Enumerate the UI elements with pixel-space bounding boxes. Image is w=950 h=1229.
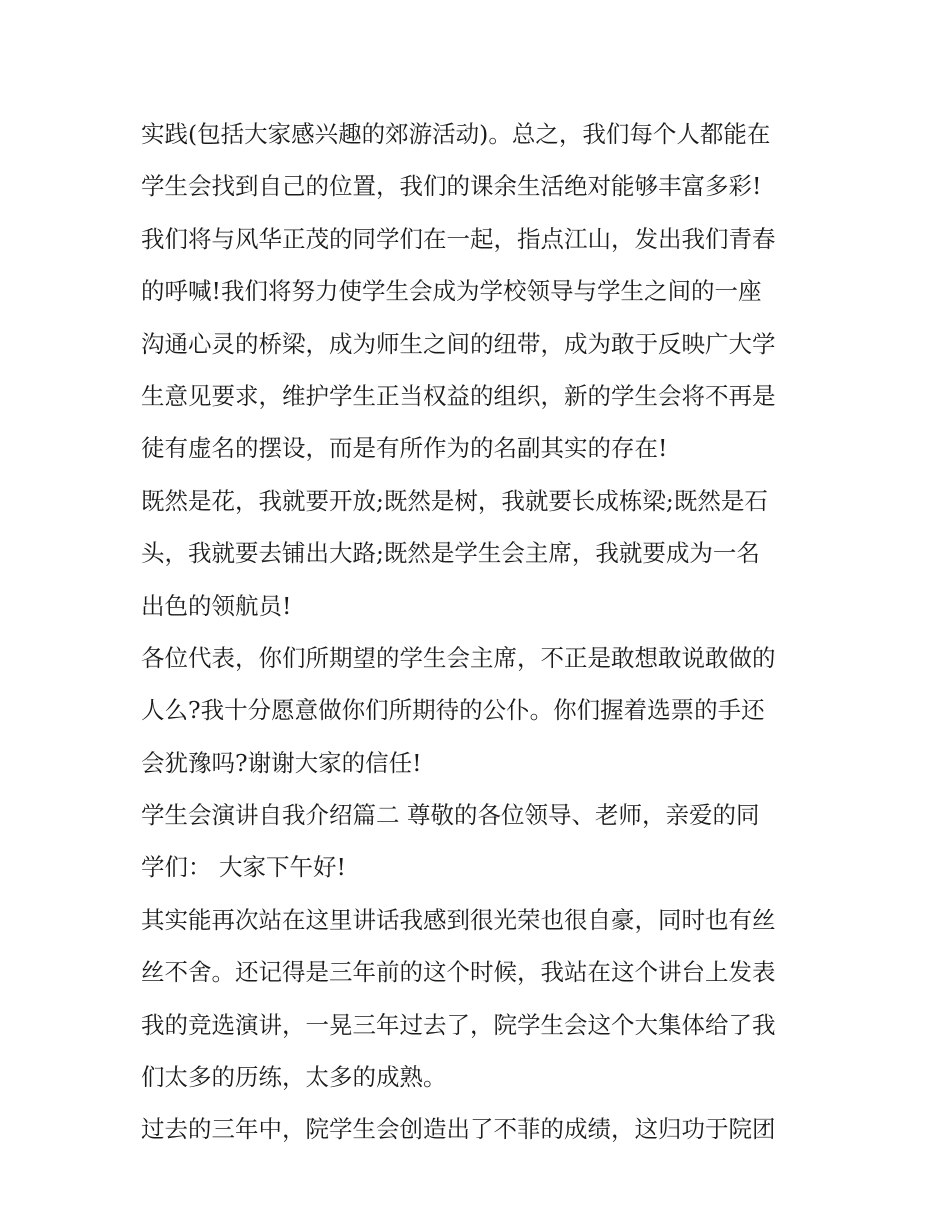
text-line: 过去的三年中，院学生会创造出了不菲的成绩，这归功于院团 <box>141 1115 776 1144</box>
text-line: 的呼喊!我们将努力使学生会成为学校领导与学生之间的一座 <box>141 277 762 306</box>
text-line: 会犹豫吗?谢谢大家的信任! <box>141 748 422 777</box>
text-line: 学们： 大家下午好! <box>141 853 346 882</box>
text-line: 既然是花，我就要开放;既然是树，我就要长成栋梁;既然是石 <box>141 486 768 515</box>
document-text <box>141 108 821 1156</box>
text-line: 生意见要求，维护学生正当权益的组织，新的学生会将不再是 <box>141 381 776 410</box>
text-line: 我的竞选演讲，一晃三年过去了，院学生会这个大集体给了我 <box>141 1010 776 1039</box>
text-line: 我们将与风华正茂的同学们在一起，指点江山，发出我们青春 <box>141 224 776 253</box>
text-line: 徒有虚名的摆设，而是有所作为的名副其实的存在! <box>141 434 668 463</box>
text-line: 学生会找到自己的位置，我们的课余生活绝对能够丰富多彩! <box>141 172 762 201</box>
text-line: 出色的领航员! <box>141 591 292 620</box>
text-line: 实践(包括大家感兴趣的郊游活动)。总之，我们每个人都能在 <box>141 120 771 148</box>
text-line: 学生会演讲自我介绍篇二 尊敬的各位领导、老师，亲爱的同 <box>141 801 760 830</box>
text-line: 各位代表，你们所期望的学生会主席，不正是敢想敢说敢做的 <box>141 643 776 672</box>
text-line: 丝不舍。还记得是三年前的这个时候，我站在这个讲台上发表 <box>141 958 776 987</box>
text-line: 其实能再次站在这里讲话我感到很光荣也很自豪，同时也有丝 <box>141 905 776 934</box>
text-line: 人么?我十分愿意做你们所期待的公仆。你们握着选票的手还 <box>141 696 765 725</box>
text-line: 们太多的历练，太多的成熟。 <box>141 1063 447 1092</box>
text-line: 头，我就要去铺出大路;既然是学生会主席，我就要成为一名 <box>141 539 760 568</box>
text-line: 沟通心灵的桥梁，成为师生之间的纽带，成为敢于反映广大学 <box>141 329 776 358</box>
